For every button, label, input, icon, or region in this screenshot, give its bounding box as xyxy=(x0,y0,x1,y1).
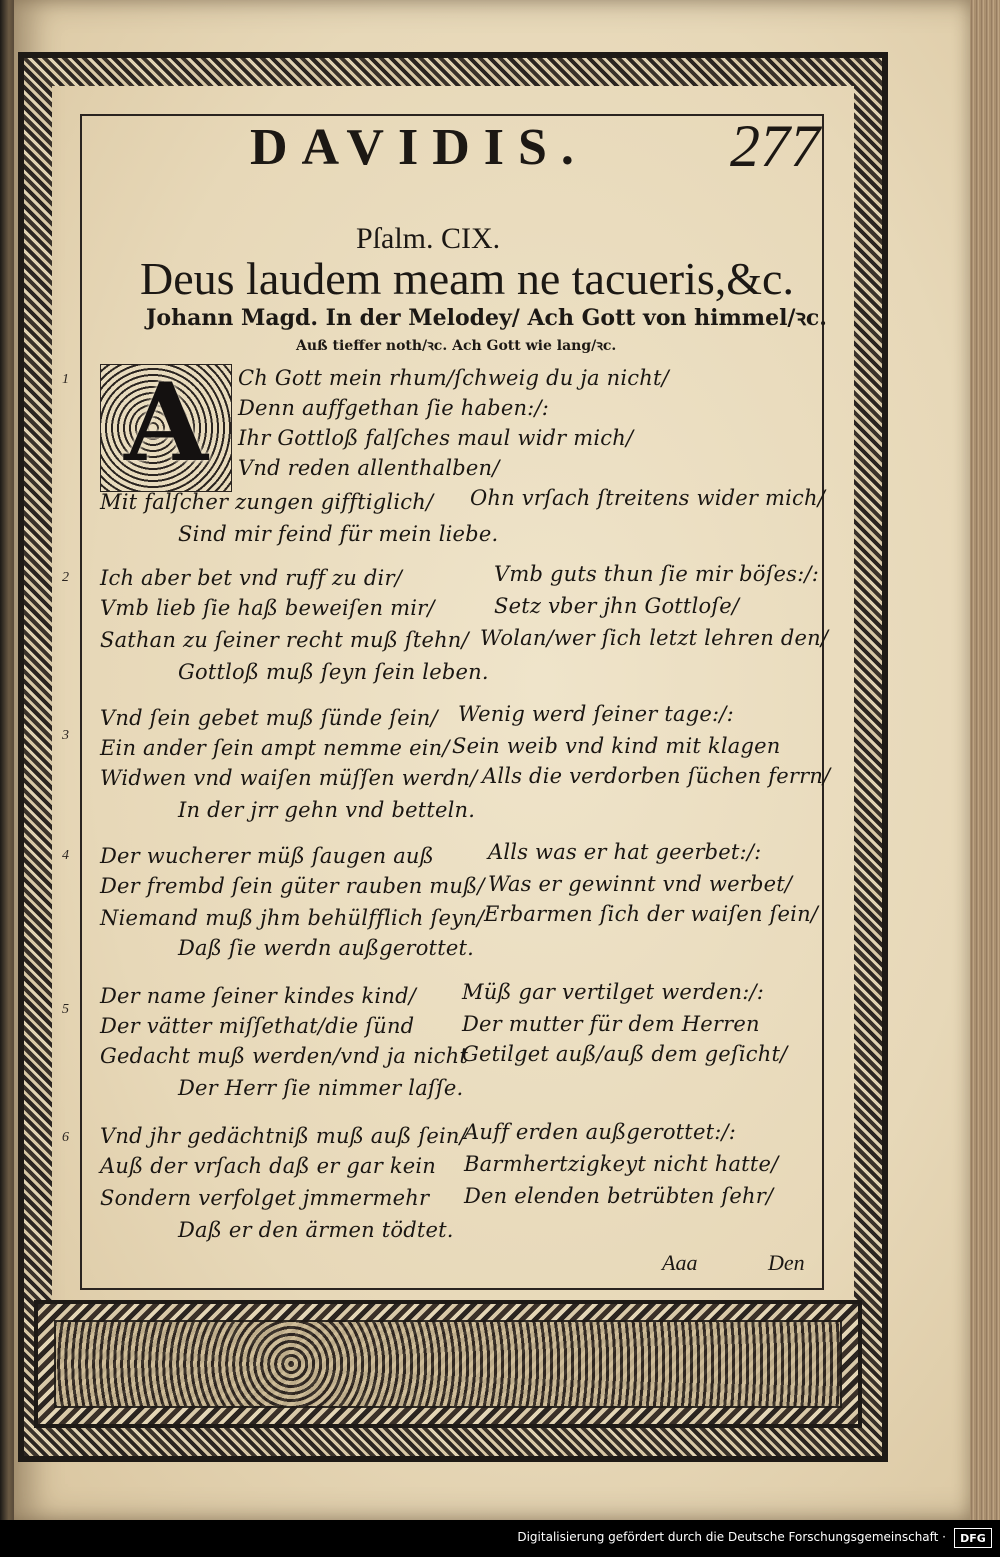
verse-line: Der wucherer müß ſaugen auß xyxy=(100,844,434,868)
page-number: 277 xyxy=(730,113,820,179)
verse-line: Vnd reden allenthalben/ xyxy=(238,456,500,480)
verse-line: Sein weib vnd kind mit klagen xyxy=(452,734,781,758)
stanza-number: 6 xyxy=(62,1130,69,1145)
verse-line: Was er gewinnt vnd werbet/ xyxy=(488,872,793,896)
verse-closing-line: Gottloß muß ſeyn ſein leben. xyxy=(178,660,489,684)
signature-mark: Aaa xyxy=(662,1250,698,1275)
verse-line: Den elenden betrübten ſehr/ xyxy=(464,1184,774,1208)
ornamental-bottom-band-inner xyxy=(54,1320,842,1408)
verse-line: Der frembd ſein güter rauben muß/ xyxy=(100,874,485,898)
stanza-number: 3 xyxy=(62,728,69,743)
melody-alternatives: Auß tieffer noth/ꝛc. Ach Gott wie lang/ꝛc. xyxy=(296,338,617,354)
verse-closing-line: Sind mir feind für mein liebe. xyxy=(178,522,499,546)
verse-line: Auß der vrſach daß er gar kein xyxy=(100,1154,437,1178)
verse-line: Setz vber jhn Gottloſe/ xyxy=(494,594,740,618)
verse-line: Alls die verdorben ſüchen ferrn/ xyxy=(482,764,831,788)
verse-line: Erbarmen ſich der waiſen ſein/ xyxy=(484,902,819,926)
running-head: DAVIDIS. xyxy=(250,119,588,176)
stanza-number: 4 xyxy=(62,848,69,863)
verse-line: Sathan zu ſeiner recht muß ſtehn/ xyxy=(100,628,469,652)
verse-closing-line: Daß er den ärmen tödtet. xyxy=(178,1218,454,1242)
verse-line: Vnd ſein gebet muß ſünde ſein/ xyxy=(100,706,438,730)
verse-line: Wolan/wer ſich letzt lehren den/ xyxy=(480,626,829,650)
verse-line: Mit falſcher zungen gifftiglich/ xyxy=(100,490,434,514)
dfg-logo: DFG xyxy=(954,1528,992,1548)
verse-line: Wenig werd ſeiner tage:/: xyxy=(458,702,734,726)
verse-line: Auff erden außgerottet:/: xyxy=(464,1120,737,1144)
verse-line: Gedacht muß werden/vnd ja nicht xyxy=(100,1044,468,1068)
verse-line: Barmhertzigkeyt nicht hatte/ xyxy=(464,1152,779,1176)
verse-closing-line: Daß ſie werdn außgerottet. xyxy=(178,936,474,960)
verse-line: Vnd jhr gedächtniß muß auß ſein/ xyxy=(100,1124,467,1148)
funding-credit: Digitalisierung gefördert durch die Deutsche Forschungsgemeinschaft · xyxy=(517,1530,946,1544)
verse-line: Denn auffgethan ſie haben:/: xyxy=(238,396,549,420)
verse-line: Ich aber bet vnd ruff zu dir/ xyxy=(100,566,402,590)
verse-line: Widwen vnd waiſen müſſen werdn/ xyxy=(100,766,478,790)
stanza-number: 5 xyxy=(62,1002,69,1017)
verse-closing-line: In der jrr gehn vnd betteln. xyxy=(178,798,476,822)
ornamental-bottom-band xyxy=(34,1300,862,1428)
verse-line: Ein ander ſein ampt nemme ein/ xyxy=(100,736,450,760)
psalm-incipit: Deus laudem meam ne tacueris,&c. xyxy=(140,253,794,304)
stanza-number: 1 xyxy=(62,372,69,387)
decorated-initial xyxy=(100,360,232,492)
psalm-title: Pſalm. CIX. xyxy=(356,222,501,255)
verse-line: Alls was er hat geerbet:/: xyxy=(488,840,762,864)
verse-line: Der vätter miſſethat/die ſünd xyxy=(100,1014,415,1038)
verse-line: Der mutter für dem Herren xyxy=(462,1012,760,1036)
verse-line: Ohn vrſach ſtreitens wider mich/ xyxy=(470,486,826,510)
verse-line: Vmb guts thun ſie mir böſes:/: xyxy=(494,562,819,586)
verse-closing-line: Der Herr ſie nimmer laſſe. xyxy=(178,1076,464,1100)
verse-line: Ihr Gottloß falſches maul widr mich/ xyxy=(238,426,634,450)
verse-line: Müß gar vertilget werden:/: xyxy=(462,980,765,1004)
credit-bar xyxy=(0,1520,1000,1557)
verse-line: Niemand muß jhm behülfflich ſeyn/ xyxy=(100,906,485,930)
page-edges xyxy=(970,0,1000,1520)
verse-line: Vmb lieb ſie haß beweiſen mir/ xyxy=(100,596,435,620)
verse-line: Ch Gott mein rhum/ſchweig du ja nicht/ xyxy=(238,366,669,390)
catchword: Den xyxy=(768,1250,805,1275)
verse-line: Sondern verfolget jmmermehr xyxy=(100,1186,430,1210)
initial-letter: A xyxy=(124,360,208,486)
stanza-number: 2 xyxy=(62,570,69,585)
verse-line: Der name ſeiner kindes kind/ xyxy=(100,984,416,1008)
psalm-attribution: Johann Magd. In der Melodey/ Ach Gott von himmel/ꝛc. xyxy=(146,305,827,331)
verse-line: Getilget auß/auß dem geſicht/ xyxy=(462,1042,788,1066)
